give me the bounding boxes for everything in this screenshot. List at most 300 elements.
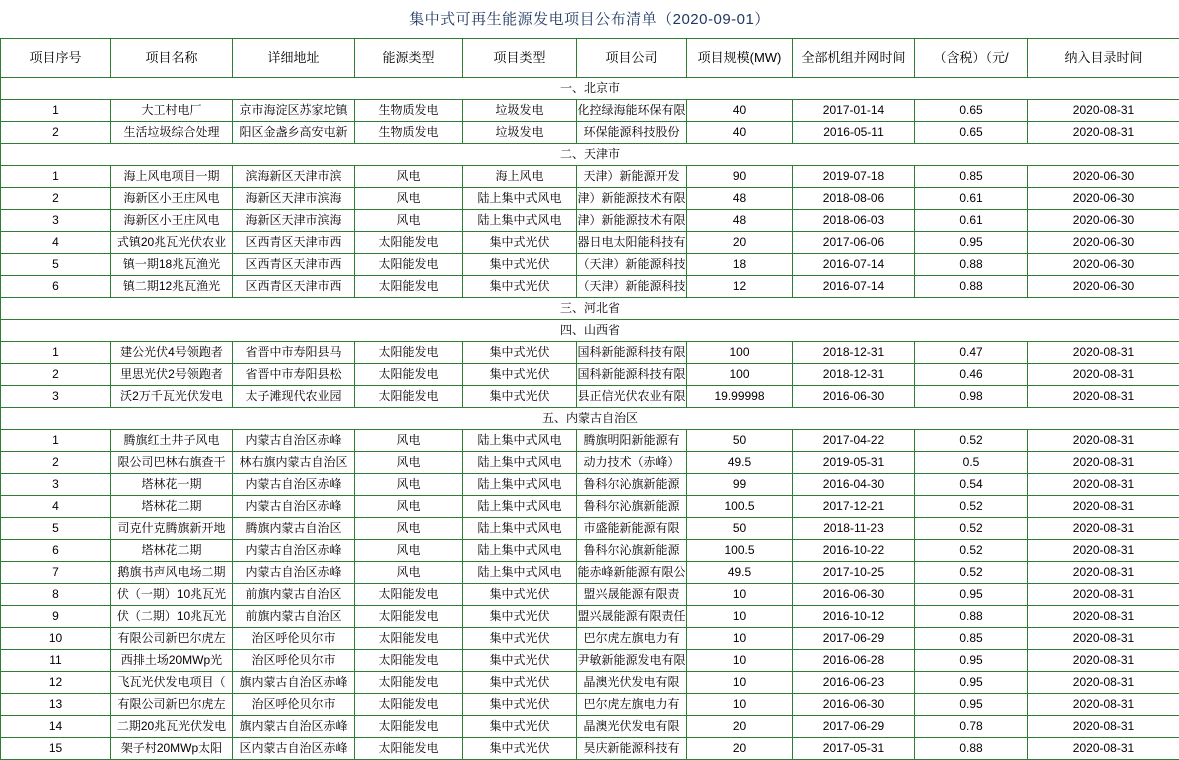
cell-company[interactable] <box>577 452 687 474</box>
cell-catalog-time[interactable] <box>1028 716 1179 738</box>
cell-price[interactable] <box>915 210 1028 232</box>
cell-text: 陆上集中式风电 <box>463 211 576 230</box>
cell-project-type[interactable] <box>463 342 577 364</box>
cell-address[interactable] <box>233 232 355 254</box>
cell-price[interactable] <box>915 452 1028 474</box>
cell-address[interactable] <box>233 188 355 210</box>
cell-project-type[interactable] <box>463 276 577 298</box>
cell-project-type[interactable] <box>463 254 577 276</box>
cell-text: 2020-08-31 <box>1028 739 1179 758</box>
cell-energy-type[interactable] <box>355 540 463 562</box>
cell-company[interactable] <box>577 276 687 298</box>
cell-capacity[interactable] <box>687 606 793 628</box>
table-row <box>1 672 1179 694</box>
cell-text: 2020-08-31 <box>1028 453 1179 472</box>
cell-capacity[interactable] <box>687 716 793 738</box>
table-row <box>1 650 1179 672</box>
cell-energy-type[interactable] <box>355 628 463 650</box>
cell-price[interactable] <box>915 166 1028 188</box>
cell-index[interactable] <box>1 452 111 474</box>
cell-text: 海上风电项目一期 <box>111 167 232 186</box>
cell-address[interactable] <box>233 122 355 144</box>
cell-index[interactable] <box>1 650 111 672</box>
cell-index[interactable] <box>1 628 111 650</box>
cell-catalog-time[interactable] <box>1028 518 1179 540</box>
column-header-company[interactable]: 项目公司 <box>577 39 687 78</box>
cell-capacity[interactable] <box>687 518 793 540</box>
cell-company[interactable] <box>577 430 687 452</box>
cell-grid-time[interactable] <box>793 386 915 408</box>
cell-project-type[interactable] <box>463 694 577 716</box>
cell-capacity[interactable] <box>687 188 793 210</box>
cell-capacity[interactable] <box>687 210 793 232</box>
cell-company[interactable] <box>577 694 687 716</box>
cell-energy-type[interactable] <box>355 254 463 276</box>
cell-text: 治区呼伦贝尔市 <box>233 629 354 648</box>
cell-index[interactable] <box>1 518 111 540</box>
section-label: 一、北京市 <box>1 78 1179 100</box>
column-header-address[interactable]: 详细地址 <box>233 39 355 78</box>
cell-grid-time[interactable] <box>793 606 915 628</box>
cell-index[interactable] <box>1 496 111 518</box>
cell-company[interactable] <box>577 122 687 144</box>
cell-project-name[interactable] <box>111 166 233 188</box>
cell-capacity[interactable] <box>687 628 793 650</box>
cell-company[interactable] <box>577 540 687 562</box>
cell-project-type[interactable] <box>463 210 577 232</box>
cell-company[interactable] <box>577 716 687 738</box>
cell-grid-time[interactable] <box>793 540 915 562</box>
cell-project-type[interactable] <box>463 650 577 672</box>
cell-catalog-time[interactable] <box>1028 540 1179 562</box>
cell-catalog-time[interactable] <box>1028 452 1179 474</box>
cell-project-name[interactable] <box>111 584 233 606</box>
cell-catalog-time[interactable] <box>1028 474 1179 496</box>
cell-address[interactable] <box>233 694 355 716</box>
cell-text: 司克什克腾旗新开地 <box>111 519 232 538</box>
cell-energy-type[interactable] <box>355 122 463 144</box>
cell-project-type[interactable] <box>463 562 577 584</box>
cell-capacity[interactable] <box>687 276 793 298</box>
cell-company[interactable] <box>577 254 687 276</box>
cell-price[interactable] <box>915 650 1028 672</box>
cell-grid-time[interactable] <box>793 276 915 298</box>
cell-text: 治区呼伦贝尔市 <box>233 695 354 714</box>
cell-energy-type[interactable] <box>355 672 463 694</box>
cell-project-type[interactable] <box>463 166 577 188</box>
cell-project-type[interactable] <box>463 188 577 210</box>
cell-project-name[interactable] <box>111 452 233 474</box>
cell-energy-type[interactable] <box>355 650 463 672</box>
cell-text: 2020-08-31 <box>1028 343 1179 362</box>
cell-grid-time[interactable] <box>793 672 915 694</box>
cell-project-name[interactable] <box>111 386 233 408</box>
cell-catalog-time[interactable] <box>1028 210 1179 232</box>
cell-text: 0.95 <box>915 673 1027 692</box>
cell-project-name[interactable] <box>111 606 233 628</box>
cell-capacity[interactable] <box>687 232 793 254</box>
cell-company[interactable] <box>577 188 687 210</box>
cell-project-name[interactable] <box>111 122 233 144</box>
cell-grid-time[interactable] <box>793 364 915 386</box>
cell-grid-time[interactable] <box>793 210 915 232</box>
cell-text: 2016-04-30 <box>793 475 914 494</box>
cell-index[interactable] <box>1 276 111 298</box>
cell-capacity[interactable] <box>687 254 793 276</box>
cell-text: 内蒙古自治区赤峰 <box>233 497 354 516</box>
cell-project-name[interactable] <box>111 254 233 276</box>
cell-catalog-time[interactable] <box>1028 694 1179 716</box>
cell-company[interactable] <box>577 364 687 386</box>
cell-grid-time[interactable] <box>793 166 915 188</box>
cell-price[interactable] <box>915 232 1028 254</box>
cell-company[interactable] <box>577 584 687 606</box>
cell-price[interactable] <box>915 386 1028 408</box>
cell-capacity[interactable] <box>687 650 793 672</box>
cell-grid-time[interactable] <box>793 496 915 518</box>
cell-energy-type[interactable] <box>355 518 463 540</box>
cell-address[interactable] <box>233 386 355 408</box>
cell-price[interactable] <box>915 562 1028 584</box>
cell-project-name[interactable] <box>111 650 233 672</box>
cell-text: 4 <box>1 233 110 252</box>
cell-price[interactable] <box>915 716 1028 738</box>
cell-index[interactable] <box>1 166 111 188</box>
cell-company[interactable] <box>577 342 687 364</box>
cell-text: 海新区天津市滨海 <box>233 189 354 208</box>
cell-capacity[interactable] <box>687 100 793 122</box>
section-row <box>1 408 1179 430</box>
cell-text: 15 <box>1 739 110 758</box>
cell-capacity[interactable] <box>687 430 793 452</box>
cell-capacity[interactable] <box>687 672 793 694</box>
cell-address[interactable] <box>233 584 355 606</box>
cell-price[interactable] <box>915 276 1028 298</box>
cell-price[interactable] <box>915 606 1028 628</box>
cell-address[interactable] <box>233 474 355 496</box>
cell-text: 100 <box>687 365 792 384</box>
cell-catalog-time[interactable] <box>1028 100 1179 122</box>
cell-price[interactable] <box>915 122 1028 144</box>
column-header-project-type[interactable]: 项目类型 <box>463 39 577 78</box>
column-header-index[interactable]: 项目序号 <box>1 39 111 78</box>
cell-energy-type[interactable] <box>355 166 463 188</box>
cell-grid-time[interactable] <box>793 188 915 210</box>
cell-energy-type[interactable] <box>355 430 463 452</box>
cell-capacity[interactable] <box>687 584 793 606</box>
cell-price[interactable] <box>915 188 1028 210</box>
cell-index[interactable] <box>1 100 111 122</box>
cell-project-type[interactable] <box>463 518 577 540</box>
cell-project-type[interactable] <box>463 430 577 452</box>
cell-index[interactable] <box>1 562 111 584</box>
cell-index[interactable] <box>1 474 111 496</box>
cell-project-name[interactable] <box>111 540 233 562</box>
cell-address[interactable] <box>233 606 355 628</box>
cell-company[interactable] <box>577 628 687 650</box>
cell-company[interactable] <box>577 606 687 628</box>
cell-company[interactable] <box>577 386 687 408</box>
cell-price[interactable] <box>915 518 1028 540</box>
cell-grid-time[interactable] <box>793 628 915 650</box>
cell-capacity[interactable] <box>687 166 793 188</box>
cell-energy-type[interactable] <box>355 716 463 738</box>
cell-company[interactable] <box>577 650 687 672</box>
cell-company[interactable] <box>577 166 687 188</box>
cell-price[interactable] <box>915 474 1028 496</box>
cell-text: 2018-12-31 <box>793 343 914 362</box>
cell-project-name[interactable] <box>111 628 233 650</box>
cell-capacity[interactable] <box>687 364 793 386</box>
cell-index[interactable] <box>1 694 111 716</box>
cell-energy-type[interactable] <box>355 342 463 364</box>
cell-project-type[interactable] <box>463 100 577 122</box>
cell-price[interactable] <box>915 694 1028 716</box>
cell-text: 内蒙古自治区赤峰 <box>233 431 354 450</box>
cell-price[interactable] <box>915 100 1028 122</box>
cell-capacity[interactable] <box>687 540 793 562</box>
cell-index[interactable] <box>1 672 111 694</box>
cell-energy-type[interactable] <box>355 474 463 496</box>
cell-company[interactable] <box>577 518 687 540</box>
cell-index[interactable] <box>1 122 111 144</box>
column-header-grid-time[interactable]: 全部机组并网时间 <box>793 39 915 78</box>
cell-company[interactable] <box>577 232 687 254</box>
cell-address[interactable] <box>233 562 355 584</box>
cell-catalog-time[interactable] <box>1028 122 1179 144</box>
cell-energy-type[interactable] <box>355 364 463 386</box>
cell-address[interactable] <box>233 364 355 386</box>
cell-company[interactable] <box>577 100 687 122</box>
cell-company[interactable] <box>577 672 687 694</box>
cell-index[interactable] <box>1 254 111 276</box>
cell-grid-time[interactable] <box>793 584 915 606</box>
cell-grid-time[interactable] <box>793 232 915 254</box>
cell-address[interactable] <box>233 254 355 276</box>
cell-address[interactable] <box>233 716 355 738</box>
cell-catalog-time[interactable] <box>1028 254 1179 276</box>
cell-address[interactable] <box>233 452 355 474</box>
cell-index[interactable] <box>1 606 111 628</box>
cell-catalog-time[interactable] <box>1028 364 1179 386</box>
cell-text: 5 <box>1 519 110 538</box>
cell-grid-time[interactable] <box>793 342 915 364</box>
cell-price[interactable] <box>915 672 1028 694</box>
cell-project-type[interactable] <box>463 584 577 606</box>
cell-energy-type[interactable] <box>355 606 463 628</box>
cell-catalog-time[interactable] <box>1028 386 1179 408</box>
cell-index[interactable] <box>1 232 111 254</box>
cell-text: 2018-11-23 <box>793 519 914 538</box>
cell-index[interactable] <box>1 716 111 738</box>
cell-grid-time[interactable] <box>793 254 915 276</box>
cell-energy-type[interactable] <box>355 386 463 408</box>
table-row <box>1 518 1179 540</box>
cell-project-name[interactable] <box>111 474 233 496</box>
cell-address[interactable] <box>233 650 355 672</box>
cell-catalog-time[interactable] <box>1028 650 1179 672</box>
cell-project-name[interactable] <box>111 188 233 210</box>
cell-address[interactable] <box>233 166 355 188</box>
cell-price[interactable] <box>915 496 1028 518</box>
cell-energy-type[interactable] <box>355 584 463 606</box>
cell-capacity[interactable] <box>687 452 793 474</box>
cell-index[interactable] <box>1 430 111 452</box>
cell-catalog-time[interactable] <box>1028 166 1179 188</box>
cell-company[interactable] <box>577 496 687 518</box>
cell-energy-type[interactable] <box>355 276 463 298</box>
cell-catalog-time[interactable] <box>1028 562 1179 584</box>
cell-grid-time[interactable] <box>793 430 915 452</box>
cell-project-type[interactable] <box>463 232 577 254</box>
cell-catalog-time[interactable] <box>1028 672 1179 694</box>
cell-grid-time[interactable] <box>793 650 915 672</box>
cell-address[interactable] <box>233 210 355 232</box>
cell-capacity[interactable] <box>687 694 793 716</box>
cell-catalog-time[interactable] <box>1028 584 1179 606</box>
cell-index[interactable] <box>1 386 111 408</box>
cell-project-name[interactable] <box>111 210 233 232</box>
cell-price[interactable] <box>915 254 1028 276</box>
cell-catalog-time[interactable] <box>1028 606 1179 628</box>
column-header-capacity[interactable]: 项目规模(MW) <box>687 39 793 78</box>
cell-capacity[interactable] <box>687 386 793 408</box>
cell-address[interactable] <box>233 672 355 694</box>
cell-price[interactable] <box>915 584 1028 606</box>
cell-index[interactable] <box>1 342 111 364</box>
cell-address[interactable] <box>233 628 355 650</box>
cell-text: 0.52 <box>915 431 1027 450</box>
column-header-energy-type[interactable]: 能源类型 <box>355 39 463 78</box>
cell-project-type[interactable] <box>463 606 577 628</box>
cell-catalog-time[interactable] <box>1028 496 1179 518</box>
cell-project-type[interactable] <box>463 496 577 518</box>
cell-text: 0.88 <box>915 607 1027 626</box>
cell-project-name[interactable] <box>111 342 233 364</box>
cell-price[interactable] <box>915 364 1028 386</box>
cell-catalog-time[interactable] <box>1028 232 1179 254</box>
cell-index[interactable] <box>1 584 111 606</box>
cell-text: 3 <box>1 211 110 230</box>
cell-index[interactable] <box>1 210 111 232</box>
cell-text: 13 <box>1 695 110 714</box>
cell-energy-type[interactable] <box>355 452 463 474</box>
cell-catalog-time[interactable] <box>1028 276 1179 298</box>
cell-project-name[interactable] <box>111 716 233 738</box>
cell-capacity[interactable] <box>687 496 793 518</box>
cell-project-type[interactable] <box>463 540 577 562</box>
cell-catalog-time[interactable] <box>1028 430 1179 452</box>
cell-project-type[interactable] <box>463 386 577 408</box>
cell-text: 太阳能发电 <box>355 277 462 296</box>
cell-company[interactable] <box>577 474 687 496</box>
cell-address[interactable] <box>233 496 355 518</box>
cell-text: 陆上集中式风电 <box>463 431 576 450</box>
cell-energy-type[interactable] <box>355 496 463 518</box>
cell-price[interactable] <box>915 430 1028 452</box>
cell-grid-time[interactable] <box>793 474 915 496</box>
cell-company[interactable] <box>577 562 687 584</box>
cell-project-type[interactable] <box>463 628 577 650</box>
cell-address[interactable] <box>233 342 355 364</box>
column-header-project-name[interactable]: 项目名称 <box>111 39 233 78</box>
cell-address[interactable] <box>233 430 355 452</box>
cell-address[interactable] <box>233 540 355 562</box>
cell-project-name[interactable] <box>111 562 233 584</box>
cell-index[interactable] <box>1 188 111 210</box>
cell-price[interactable] <box>915 628 1028 650</box>
cell-capacity[interactable] <box>687 122 793 144</box>
cell-grid-time[interactable] <box>793 716 915 738</box>
cell-grid-time[interactable] <box>793 562 915 584</box>
cell-text: 0.54 <box>915 475 1027 494</box>
table-row <box>1 254 1179 276</box>
cell-index[interactable] <box>1 540 111 562</box>
cell-text: 19.99998 <box>687 387 792 406</box>
cell-energy-type[interactable] <box>355 210 463 232</box>
cell-project-name[interactable] <box>111 672 233 694</box>
cell-capacity[interactable] <box>687 342 793 364</box>
cell-project-type[interactable] <box>463 122 577 144</box>
cell-text: 飞瓦光伏发电项目（ <box>111 673 232 692</box>
cell-address[interactable] <box>233 276 355 298</box>
cell-project-name[interactable] <box>111 430 233 452</box>
cell-project-name[interactable] <box>111 276 233 298</box>
cell-energy-type[interactable] <box>355 562 463 584</box>
cell-project-type[interactable] <box>463 716 577 738</box>
cell-text: 2016-10-12 <box>793 607 914 626</box>
cell-project-name[interactable] <box>111 232 233 254</box>
cell-project-type[interactable] <box>463 672 577 694</box>
cell-catalog-time[interactable] <box>1028 188 1179 210</box>
cell-project-name[interactable] <box>111 518 233 540</box>
cell-capacity[interactable] <box>687 474 793 496</box>
cell-energy-type[interactable] <box>355 232 463 254</box>
cell-text: 区西青区天津市西 <box>233 255 354 274</box>
cell-price[interactable] <box>915 540 1028 562</box>
cell-capacity[interactable] <box>687 562 793 584</box>
cell-address[interactable] <box>233 518 355 540</box>
cell-project-type[interactable] <box>463 474 577 496</box>
cell-text: 式镇20兆瓦光伏农业 <box>111 233 232 252</box>
cell-text: 有限公司新巴尔虎左 <box>111 695 232 714</box>
cell-catalog-time[interactable] <box>1028 342 1179 364</box>
cell-text: 陆上集中式风电 <box>463 519 576 538</box>
cell-energy-type[interactable] <box>355 100 463 122</box>
column-header-catalog-time[interactable]: 纳入目录时间 <box>1028 39 1179 78</box>
cell-address[interactable] <box>233 100 355 122</box>
cell-company[interactable] <box>577 210 687 232</box>
cell-grid-time[interactable] <box>793 452 915 474</box>
cell-grid-time[interactable] <box>793 694 915 716</box>
cell-project-name[interactable] <box>111 364 233 386</box>
cell-price[interactable] <box>915 342 1028 364</box>
section-label: 五、内蒙古自治区 <box>1 408 1179 430</box>
cell-index[interactable] <box>1 364 111 386</box>
cell-project-name[interactable] <box>111 496 233 518</box>
cell-project-type[interactable] <box>463 452 577 474</box>
cell-grid-time[interactable] <box>793 100 915 122</box>
cell-grid-time[interactable] <box>793 122 915 144</box>
cell-project-name[interactable] <box>111 694 233 716</box>
cell-project-type[interactable] <box>463 364 577 386</box>
cell-energy-type[interactable] <box>355 694 463 716</box>
cell-project-name[interactable] <box>111 100 233 122</box>
column-header-price[interactable]: （含税）（元/ <box>915 39 1028 78</box>
cell-grid-time[interactable] <box>793 518 915 540</box>
cell-catalog-time[interactable] <box>1028 628 1179 650</box>
cell-energy-type[interactable] <box>355 188 463 210</box>
